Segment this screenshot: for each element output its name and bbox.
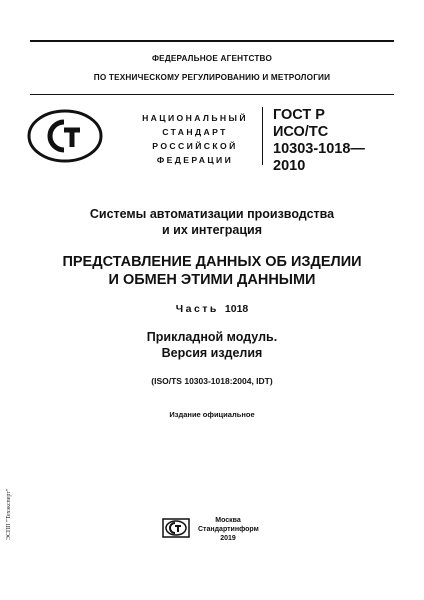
- gost-emblem-icon: [26, 107, 104, 165]
- module-line-2: Версия изделия: [161, 346, 263, 360]
- part-label: [0, 303, 424, 315]
- subtitle-line-2: и их интеграция: [161, 223, 263, 237]
- part-word: Часть: [175, 303, 219, 315]
- gost-line-3: 10303-1018—: [273, 141, 365, 157]
- edition-label: Издание официальное: [169, 410, 255, 419]
- header-rule: [30, 94, 394, 95]
- title-line-2: И ОБМЕН ЭТИМИ ДАННЫМИ: [108, 272, 316, 288]
- document-subtitle: [0, 206, 424, 238]
- publisher-city: Москва: [215, 517, 241, 524]
- national-line-2: СТАНДАРТ: [162, 127, 228, 137]
- gost-designation: [273, 107, 403, 175]
- gost-line-4: 2010: [273, 158, 306, 174]
- gost-line-1: ГОСТ Р: [273, 107, 325, 123]
- national-line-4: ФЕДЕРАЦИИ: [156, 155, 234, 165]
- national-line-3: РОССИЙСКОЙ: [152, 141, 238, 151]
- gost-line-2: ИСО/ТС: [273, 124, 329, 140]
- side-watermark-text: ЭСПП "Техэксперт": [6, 488, 12, 540]
- agency-line-1: ФЕДЕРАЛЬНОЕ АГЕНТСТВО: [151, 54, 273, 63]
- module-line-1: Прикладной модуль.: [146, 330, 278, 344]
- iso-reference: (ISO/TS 10303-1018:2004, IDT): [151, 376, 273, 386]
- subtitle-line-1: Системы автоматизации производства: [89, 207, 335, 221]
- title-line-1: ПРЕДСТАВЛЕНИЕ ДАННЫХ ОБ ИЗДЕЛИИ: [62, 254, 362, 270]
- national-line-1: НАЦИОНАЛЬНЫЙ: [142, 113, 248, 123]
- publisher-logo-icon: [162, 518, 190, 538]
- standard-divider: [262, 107, 263, 165]
- publisher-year: 2019: [220, 535, 236, 542]
- national-standard-label: [134, 111, 256, 167]
- publisher-name: Стандартинформ: [198, 526, 259, 533]
- part-number: 1018: [224, 303, 249, 315]
- publisher-info: [198, 516, 258, 543]
- agency-line-2: ПО ТЕХНИЧЕСКОМУ РЕГУЛИРОВАНИЮ И МЕТРОЛОГИИ: [93, 73, 331, 82]
- module-title: [0, 329, 424, 361]
- top-rule: [30, 40, 394, 42]
- document-title: [0, 253, 424, 289]
